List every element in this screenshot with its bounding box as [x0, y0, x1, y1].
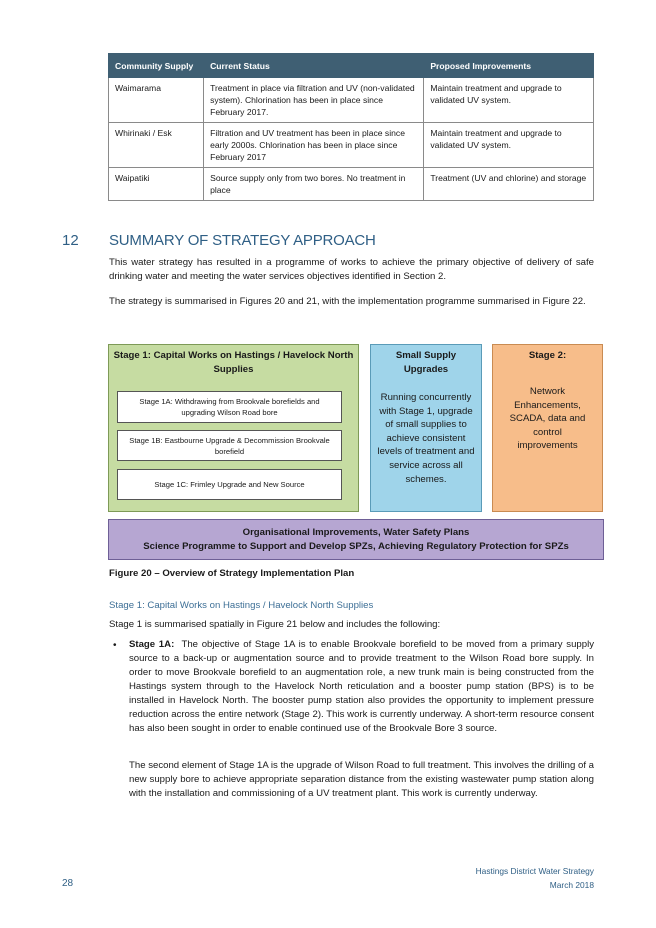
- table-header-row: [109, 54, 594, 78]
- table-row: [109, 123, 594, 168]
- small-supply-title: Small Supply Upgrades: [395, 350, 457, 375]
- table-header-cell: Current Status: [204, 54, 424, 78]
- table-cell: Waimarama: [109, 78, 204, 123]
- small-supply-body: Running concurrently with Stage 1, upgrade of small supplies to achieve consistent levels of treatment and service across all schemes.: [377, 392, 475, 485]
- stage1c-box: Stage 1C: Frimley Upgrade and New Source: [117, 469, 342, 500]
- bullet-paragraph: [129, 638, 594, 736]
- bullet-paragraph-2: The second element of Stage 1A is the upgrade of Wilson Road to full treatment. This involves the drilling of a new supply bore to achieve appropriate separation distance from the existing wastewater pump station along with the installation and commissioning of a UV treatment plant. This work is currently underway.: [129, 760, 594, 799]
- section-number: 12: [62, 232, 79, 249]
- small-supply-box: [370, 344, 482, 512]
- org-line-1: Organisational Improvements, Water Safety Plans: [242, 527, 470, 538]
- stage1-title: Stage 1: Capital Works on Hastings / Havelock North Supplies: [113, 350, 354, 375]
- stage2-box: [492, 344, 603, 512]
- table-cell: Whirinaki / Esk: [109, 123, 204, 168]
- stage2-title: Stage 2:: [528, 350, 567, 361]
- section-title: SUMMARY OF STRATEGY APPROACH: [109, 232, 376, 249]
- bullet-icon: •: [113, 640, 117, 651]
- figure-caption: Figure 20 – Overview of Strategy Implementation Plan: [109, 568, 355, 579]
- section-paragraph: The strategy is summarised in Figures 20 and 21, with the implementation programme summarised in Figure 22.: [109, 296, 586, 307]
- bullet-text: The objective of Stage 1A is to enable Brookvale borefield to be moved from a primary supply source to a back-up or augmentation source and to provide treatment to the Wilson Road bore supply. In order to move Brookvale borefield to an augmentation role, a new trunk main is being constructed from the Hastings system through to the Havelock North reticulation and a booster pump station (BPS) is to be installed in Havelock North. The booster pump station also provides the opportunity to implement pressure reduction across the entire network (Stage 2). This work is currently underway. A short-term resource consent has also been sought in order to enable continued use of the Brookvale Bore 3 source.: [129, 639, 594, 734]
- stage1-box: [108, 344, 359, 512]
- subheading: Stage 1: Capital Works on Hastings / Havelock North Supplies: [109, 600, 374, 611]
- table-cell: Treatment (UV and chlorine) and storage: [424, 168, 594, 201]
- table-cell: Waipatiki: [109, 168, 204, 201]
- table-row: [109, 168, 594, 201]
- table-row: [109, 78, 594, 123]
- page-number: 28: [62, 878, 74, 889]
- intro-paragraph: Stage 1 is summarised spatially in Figure 21 below and includes the following:: [109, 619, 441, 630]
- table-cell: Source supply only from two bores. No treatment in place: [204, 168, 424, 201]
- section-paragraph: This water strategy has resulted in a programme of works to achieve the primary objective of delivery of safe drinking water and meeting the water services objectives identified in Section 2.: [109, 257, 594, 282]
- stage1a-box: Stage 1A: Withdrawing from Brookvale borefields and upgrading Wilson Road bore: [117, 391, 342, 423]
- table-header-cell: Community Supply: [109, 54, 204, 78]
- table-cell: Maintain treatment and upgrade to validated UV system.: [424, 123, 594, 168]
- table-cell: Filtration and UV treatment has been in place since early 2000s. Chlorination has been in place since February 2017: [204, 123, 424, 168]
- footer-date: March 2018: [549, 880, 594, 890]
- footer-doc-title: Hastings District Water Strategy: [475, 866, 594, 876]
- stage2-body: Network Enhancements, SCADA, data and control improvements: [509, 386, 586, 452]
- bullet-label: Stage 1A:: [129, 639, 175, 650]
- table-cell: Maintain treatment and upgrade to validated UV system.: [424, 78, 594, 123]
- table-cell: Treatment in place via filtration and UV (non-validated system). Chlorination has been in place since February 2017.: [204, 78, 424, 123]
- organisational-improvements-bar: [108, 519, 604, 560]
- org-line-2: Science Programme to Support and Develop SPZs, Achieving Regulatory Protection for SPZs: [143, 541, 569, 552]
- community-supply-table: [108, 53, 594, 201]
- stage1b-box: Stage 1B: Eastbourne Upgrade & Decommission Brookvale borefield: [117, 430, 342, 461]
- table-header-cell: Proposed Improvements: [424, 54, 594, 78]
